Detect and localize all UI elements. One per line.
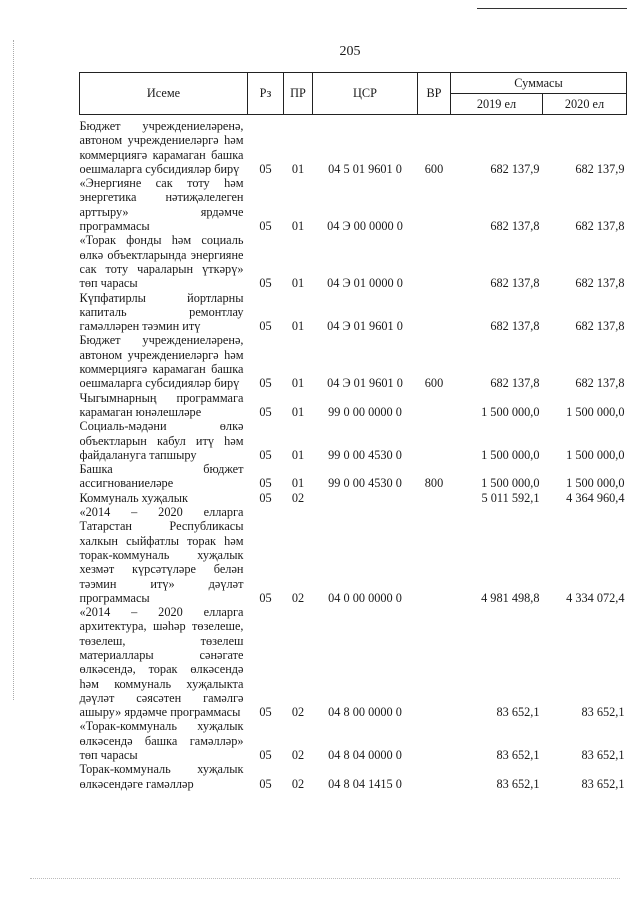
cell-pr: 02 <box>291 748 305 763</box>
cell-rz: 05 <box>259 447 272 462</box>
table-row <box>80 491 627 505</box>
cell-2019: 1 500 000,0 <box>481 404 540 419</box>
cell-name: «2014 – 2020 елларга Татарстан Республикасы халкын сыйфатлы торак һәм торак-коммуналь хуҗалык хезмәт күрсәтүләре белән тәэмин итү» дәүләт программасы <box>79 505 244 605</box>
cell-name: Бюджет учреждениеләренә, автоном учреждениеләргә һәм коммерциягә карамаган башка оешмаларга субсидияләр бирү <box>79 119 244 176</box>
cell-csr: 04 Э 01 9601 0 <box>327 319 403 334</box>
cell-csr: 99 0 00 4530 0 <box>328 476 402 491</box>
table-row <box>80 233 627 290</box>
table-row <box>80 505 627 605</box>
header-name: Исеме <box>80 73 248 115</box>
cell-pr: 01 <box>291 161 305 176</box>
table-row <box>80 719 627 762</box>
cell-csr: 04 Э 01 9601 0 <box>327 376 403 391</box>
header-rz: Рз <box>248 73 284 115</box>
cell-rz: 05 <box>259 776 272 791</box>
cell-2019: 682 137,9 <box>490 161 540 176</box>
cell-vr <box>418 762 451 791</box>
cell-rz: 05 <box>259 404 272 419</box>
cell-csr: 04 5 01 9601 0 <box>328 161 402 176</box>
cell-vr <box>418 391 451 420</box>
table-body <box>80 115 627 791</box>
cell-2020: 682 137,8 <box>575 376 625 391</box>
cell-vr: 600 <box>424 376 444 391</box>
page-number: 205 <box>339 44 361 59</box>
cell-pr: 01 <box>291 276 305 291</box>
table-row <box>80 333 627 390</box>
cell-2019: 682 137,8 <box>490 319 540 334</box>
cell-name: «Торак фонды һәм социаль өлкә объектларында энергияне сак тоту чараларын үткәрү» төп чарасы <box>79 233 244 291</box>
cell-pr: 01 <box>291 476 305 491</box>
cell-vr <box>418 505 451 605</box>
cell-pr: 01 <box>291 319 305 334</box>
cell-rz: 05 <box>259 705 272 720</box>
cell-name: Бюджет учреждениеләренә, автоном учреждениеләргә һәм коммерциягә карамаган башка оешмаларга субсидияләр бирү <box>79 333 244 391</box>
cell-pr: 01 <box>291 404 305 419</box>
cell-name: Күпфатирлы йортларны капиталь ремонтлау гамәлләрен тәэмин итү <box>79 290 244 334</box>
cell-csr: 04 8 04 1415 0 <box>328 776 402 791</box>
cell-2020: 4 364 960,4 <box>566 490 625 505</box>
table-row <box>80 176 627 233</box>
cell-2020: 682 137,8 <box>575 219 625 234</box>
cell-2019: 83 652,1 <box>496 705 540 720</box>
table-row <box>80 115 627 177</box>
cell-csr: 04 0 00 0000 0 <box>328 590 402 605</box>
cell-rz: 05 <box>259 590 272 605</box>
cell-pr: 02 <box>291 590 305 605</box>
cell-vr <box>418 291 451 334</box>
cell-2020: 682 137,8 <box>575 319 625 334</box>
cell-vr <box>418 233 451 290</box>
cell-2020: 83 652,1 <box>581 705 625 720</box>
cell-rz: 05 <box>259 376 272 391</box>
cell-csr: 04 Э 01 0000 0 <box>327 276 403 291</box>
cell-name: Башка бюджет ассигнованиеләре <box>79 462 244 491</box>
cell-2020: 4 334 072,4 <box>566 590 625 605</box>
scan-margin-dots <box>13 40 14 700</box>
cell-name: Социаль-мәдәни өлкә объектларын кабул итү һәм файдалануга тапшыру <box>79 419 244 462</box>
header-year-2019: 2019 ел <box>451 94 543 115</box>
cell-name: Коммуналь хуҗалык <box>79 490 188 505</box>
cell-pr: 01 <box>291 447 305 462</box>
cell-2019: 1 500 000,0 <box>481 476 540 491</box>
cell-pr: 02 <box>291 705 305 720</box>
cell-rz: 05 <box>259 219 272 234</box>
table-row <box>80 391 627 420</box>
cell-pr: 01 <box>291 219 305 234</box>
cell-pr: 02 <box>291 490 305 505</box>
cell-2020: 682 137,9 <box>575 161 625 176</box>
cell-vr <box>418 719 451 762</box>
header-sums: Суммасы <box>451 73 627 94</box>
cell-vr: 600 <box>424 161 444 176</box>
cell-2020: 1 500 000,0 <box>566 447 625 462</box>
cell-2020: 1 500 000,0 <box>566 404 625 419</box>
cell-rz: 05 <box>259 319 272 334</box>
cell-rz: 05 <box>259 161 272 176</box>
cell-csr: 99 0 00 4530 0 <box>328 447 402 462</box>
cell-rz: 05 <box>259 476 272 491</box>
cell-2020: 83 652,1 <box>581 748 625 763</box>
header-pr: ПР <box>284 73 313 115</box>
cell-csr: 04 8 04 0000 0 <box>328 748 402 763</box>
table-header <box>80 73 627 115</box>
cell-2020: 1 500 000,0 <box>566 476 625 491</box>
header-csr: ЦСР <box>313 73 418 115</box>
table-row <box>80 762 627 791</box>
cell-2019: 83 652,1 <box>496 776 540 791</box>
cell-name: «Энергияне сак тоту һәм энергетика нәтиҗәлелеген арттыру» ярдәмче программасы <box>79 176 244 234</box>
cell-2019: 682 137,8 <box>490 276 540 291</box>
cell-csr: 04 Э 00 0000 0 <box>327 219 403 234</box>
cell-vr <box>418 605 451 719</box>
table-row <box>80 462 627 491</box>
cell-2019: 5 011 592,1 <box>481 490 540 505</box>
cell-vr <box>418 419 451 462</box>
table-row <box>80 605 627 719</box>
cell-pr: 02 <box>291 776 305 791</box>
top-rule <box>477 8 627 9</box>
header-year-2020: 2020 ел <box>543 94 627 115</box>
header-vr: ВР <box>418 73 451 115</box>
cell-2020: 682 137,8 <box>575 276 625 291</box>
cell-name: «Торак-коммуналь хуҗалык өлкәсендә башка гамәлләр» төп чарасы <box>79 719 244 763</box>
cell-name: «2014 – 2020 елларга архитектура, шәһәр төзелеше, төзелеш, төзелеш материаллары сәнәгате өлкәсендә, торак өлкәсендә һәм коммуналь хуҗалыкта дәүләт сәясәтен гамәлгә ашыру» ярдәмче программасы <box>79 605 244 720</box>
cell-csr <box>313 491 418 505</box>
cell-2020: 83 652,1 <box>581 776 625 791</box>
table-row <box>80 419 627 462</box>
cell-vr: 800 <box>424 476 444 491</box>
cell-vr <box>418 491 451 505</box>
table-row <box>80 291 627 334</box>
cell-name: Торак-коммуналь хуҗалык өлкәсендәге гамәлләр <box>79 762 244 791</box>
budget-table <box>79 72 627 791</box>
cell-rz: 05 <box>259 276 272 291</box>
cell-2019: 4 981 498,8 <box>481 590 540 605</box>
cell-vr <box>418 176 451 233</box>
cell-csr: 99 0 00 0000 0 <box>328 404 402 419</box>
cell-2019: 1 500 000,0 <box>481 447 540 462</box>
cell-name: Чыгымнарның программага карамаган юнәлешләре <box>79 390 244 419</box>
scan-bottom-noise <box>30 878 620 879</box>
cell-rz: 05 <box>259 748 272 763</box>
cell-2019: 682 137,8 <box>490 376 540 391</box>
cell-2019: 83 652,1 <box>496 748 540 763</box>
cell-rz: 05 <box>259 490 272 505</box>
cell-2019: 682 137,8 <box>490 219 540 234</box>
cell-csr: 04 8 00 0000 0 <box>328 705 402 720</box>
cell-pr: 01 <box>291 376 305 391</box>
